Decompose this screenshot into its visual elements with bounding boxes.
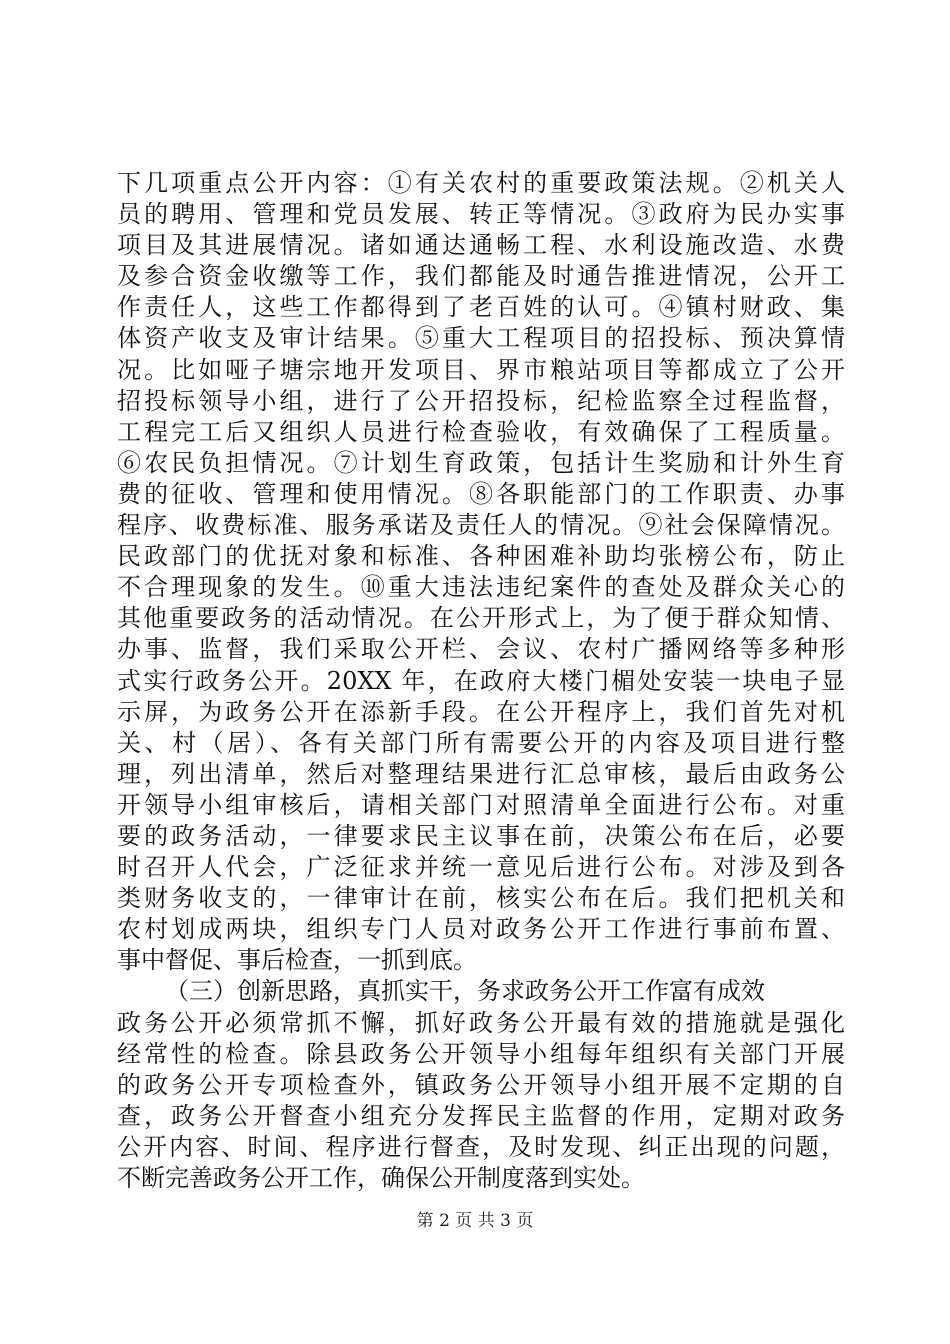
text-line: 及参合资金收缴等工作，我们都能及时通告推进情况，公开工 [117,262,845,291]
text-line: ⑥农民负担情况。⑦计划生育政策，包括计生奖励和计外生育 [117,448,845,477]
text-line: 要的政务活动，一律要求民主议事在前，决策公布在后，必要 [117,821,845,850]
text-line: 工程完工后又组织人员进行检查验收，有效确保了工程质量。 [117,417,845,446]
text-line: 农村划成两块，组织专门人员对政务公开工作进行事前布置、 [117,915,845,944]
text-line: 时召开人代会，广泛征求并统一意见后进行公布。对涉及到各 [117,853,845,882]
text-line: 民政部门的优抚对象和标准、各种困难补助均张榜公布，防止 [117,542,845,571]
text-line: 类财务收支的，一律审计在前，核实公布在后。我们把机关和 [117,884,845,913]
text-line: 公开内容、时间、程序进行督查，及时发现、纠正出现的问题， [117,1132,845,1161]
paragraph-1 [117,168,845,976]
page-number-label: 第 2 页 共 3 页 [416,1211,534,1231]
text-line: 事中督促、事后检查，一抓到底。 [117,946,477,975]
text-line: 作责任人，这些工作都得到了老百姓的认可。④镇村财政、集 [117,293,845,322]
body-text [117,168,845,1194]
text-line: 开领导小组审核后，请相关部门对照清单全面进行公布。对重 [117,790,845,819]
text-line: 查，政务公开督查小组充分发挥民主监督的作用，定期对政务 [117,1101,845,1130]
section-heading [117,976,845,1007]
text-line: 政务公开必须常抓不懈，抓好政务公开最有效的措施就是强化 [117,1008,845,1037]
text-line: 办事、监督，我们采取公开栏、会议、农村广播网络等多种形 [117,635,845,664]
text-line: 经常性的检查。除县政务公开领导小组每年组织有关部门开展 [117,1039,845,1068]
text-line: 其他重要政务的活动情况。在公开形式上，为了便于群众知情、 [117,604,845,633]
text-line: 不合理现象的发生。⑩重大违法违纪案件的查处及群众关心的 [117,573,845,602]
text-line: 项目及其进展情况。诸如通达通畅工程、水利设施改造、水费 [117,231,845,260]
text-line: 理，列出清单，然后对整理结果进行汇总审核，最后由政务公 [117,759,845,788]
text-line: 费的征收、管理和使用情况。⑧各职能部门的工作职责、办事 [117,479,845,508]
text-line: 下几项重点公开内容：①有关农村的重要政策法规。②机关人 [117,169,845,197]
text-line: 程序、收费标准、服务承诺及责任人的情况。⑨社会保障情况。 [117,511,845,540]
page-footer [0,1210,950,1232]
text-line: 体资产收支及审计结果。⑤重大工程项目的招投标、预决算情 [117,324,845,353]
text-line: 况。比如哑子塘宗地开发项目、界市粮站项目等都成立了公开 [117,355,845,384]
text-line: 示屏，为政务公开在添新手段。在公开程序上，我们首先对机 [117,697,845,726]
text-line: 员的聘用、管理和党员发展、转正等情况。③政府为民办实事 [117,200,845,229]
section-heading-text: （三）创新思路，真抓实干，务求政务公开工作富有成效 [165,977,765,1006]
text-line: 关、村（居）、各有关部门所有需要公开的内容及项目进行整 [117,728,845,757]
text-line: 不断完善政务公开工作，确保公开制度落到实处。 [117,1164,645,1192]
text-line: 招投标领导小组，进行了公开招投标，纪检监察全过程监督， [117,386,845,415]
paragraph-3 [117,1008,845,1195]
text-line: 的政务公开专项检查外，镇政务公开领导小组开展不定期的自 [117,1070,845,1099]
text-line: 式实行政务公开。20XX 年，在政府大楼门楣处安装一块电子显 [117,666,845,695]
